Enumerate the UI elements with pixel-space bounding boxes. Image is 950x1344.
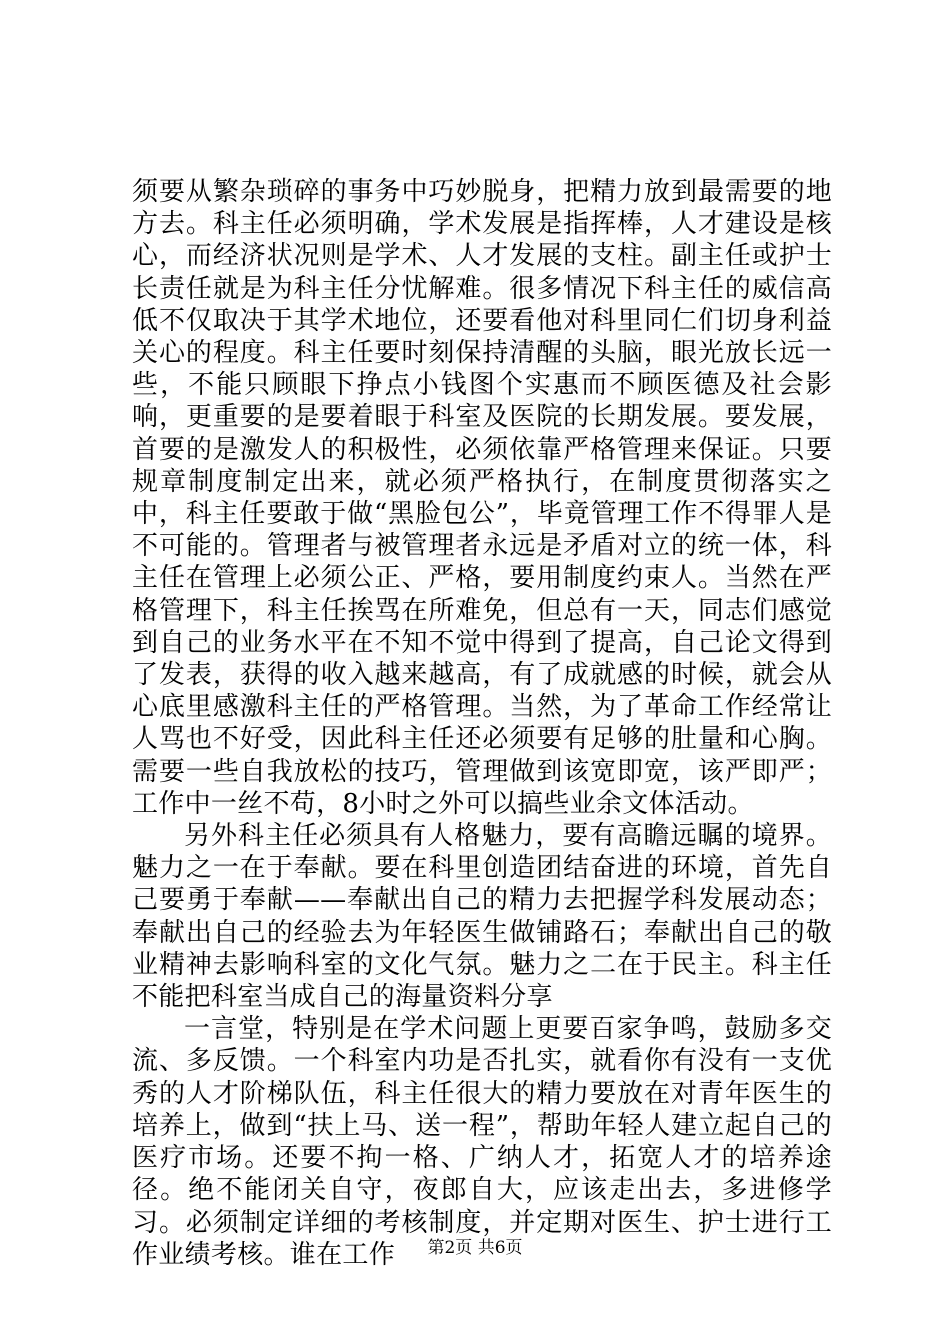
paragraph-continuation: 须要从繁杂琐碎的事务中巧妙脱身，把精力放到最需要的地方去。科主任必须明确，学术发展是指挥棒，人才建设是核心，而经济状况则是学术、人才发展的支柱。副主任或护士长责任就是为科主任分忧解难。很多情况下科主任的威信高低不仅取决于其学术地位，还要看他对科里同仁们切身利益关心的程度。科主任要时刻保持清醒的头脑，眼光放长远一些，不能只顾眼下挣点小钱图个实惠而不顾医德及社会影响，更重要的是要着眼于科室及医院的长期发展。要发展，首要的是激发人的积极性，必须依靠严格管理来保证。只要规章制度制定出来，就必须严格执行，在制度贯彻落实之中，科主任要敢于做“黑脸包公”，毕竟管理工作不得罪人是不可能的。管理者与被管理者永远是矛盾对立的统一体，科主任在管理上必须公正、严格，要用制度约束人。当然在严格管理下，科主任挨骂在所难免，但总有一天，同志们感觉到自己的业务水平在不知不觉中得到了提高，自己论文得到了发表，获得的收入越来越高，有了成就感的时候，就会从心底里感激科主任的严格管理。当然，为了革命工作经常让人骂也不好受，因此科主任还必须要有足够的肚量和心胸。需要一些自我放松的技巧，管理做到该宽即宽，该严即严；工作中一丝不苟，8小时之外可以搞些业余文体活动。	[132, 177, 832, 819]
document-body	[132, 176, 832, 1271]
page-number-footer: 第2页 共6页	[427, 1238, 523, 1258]
paragraph-talent: 一言堂，特别是在学术问题上更要百家争鸣，鼓励多交流、多反馈。一个科室内功是否扎实，就看你有没有一支优秀的人才阶梯队伍，科主任很大的精力要放在对青年医生的培养上，做到“扶上马、送一程”，帮助年轻人建立起自己的医疗市场。还要不拘一格、广纳人才，拓宽人才的培养途径。绝不能闭关自守，夜郎自大，应该走出去，多进修学习。必须制定详细的考核制度，并定期对医生、护士进行工作业绩考核。谁在工作	[132, 1014, 832, 1270]
paragraph-charisma: 另外科主任必须具有人格魅力，要有高瞻远瞩的境界。魅力之一在于奉献。要在科里创造团结奋进的环境，首先自己要勇于奉献——奉献出自己的精力去把握学科发展动态；奉献出自己的经验去为年轻医生做铺路石；奉献出自己的敬业精神去影响科室的文化气氛。魅力之二在于民主。科主任不能把科室当成自己的海量资料分享	[132, 821, 832, 1013]
